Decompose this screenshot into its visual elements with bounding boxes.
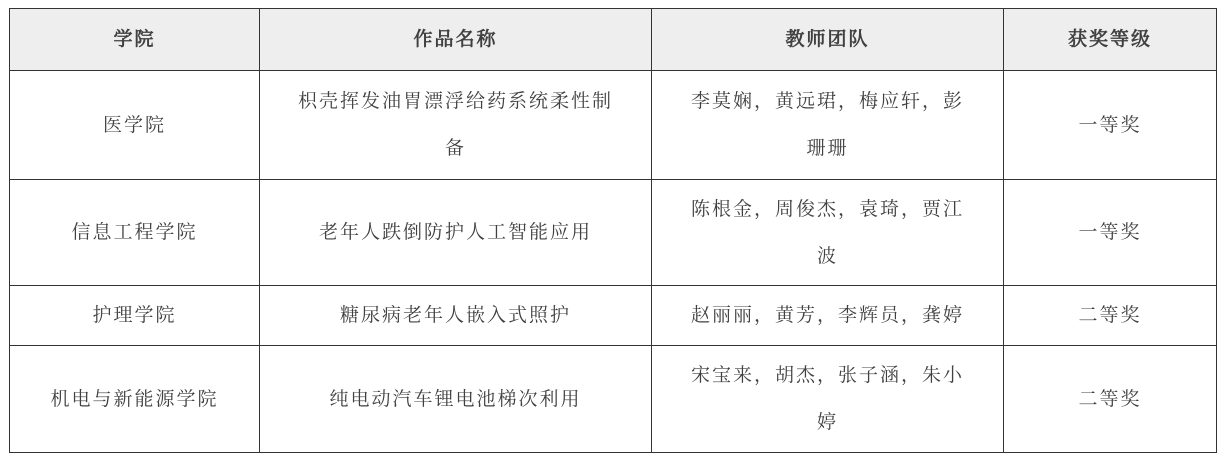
table-row [10,180,1217,286]
cell-college: 医学院 [10,71,260,180]
table-header-row [10,9,1217,71]
table-row [10,346,1217,453]
cell-college: 机电与新能源学院 [10,346,260,453]
cell-work: 纯电动汽车锂电池梯次利用 [260,346,652,453]
column-header-work: 作品名称 [260,9,652,71]
column-header-teachers: 教师团队 [652,9,1004,71]
cell-teachers: 宋宝来，胡杰，张子涵，朱小婷 [652,346,1004,453]
cell-award: 一等奖 [1004,71,1217,180]
cell-award: 二等奖 [1004,286,1217,346]
cell-teachers: 赵丽丽，黄芳，李辉员，龚婷 [652,286,1004,346]
cell-college: 信息工程学院 [10,180,260,286]
table-row [10,71,1217,180]
cell-work: 糖尿病老年人嵌入式照护 [260,286,652,346]
cell-award: 一等奖 [1004,180,1217,286]
table-row [10,286,1217,346]
cell-teachers: 陈根金，周俊杰，袁琦，贾江波 [652,180,1004,286]
award-table [9,8,1217,453]
cell-award: 二等奖 [1004,346,1217,453]
column-header-award: 获奖等级 [1004,9,1217,71]
column-header-college: 学院 [10,9,260,71]
cell-work: 枳壳挥发油胃漂浮给药系统柔性制备 [260,71,652,180]
cell-college: 护理学院 [10,286,260,346]
cell-work: 老年人跌倒防护人工智能应用 [260,180,652,286]
cell-teachers: 李莫娴，黄远珺，梅应轩，彭珊珊 [652,71,1004,180]
